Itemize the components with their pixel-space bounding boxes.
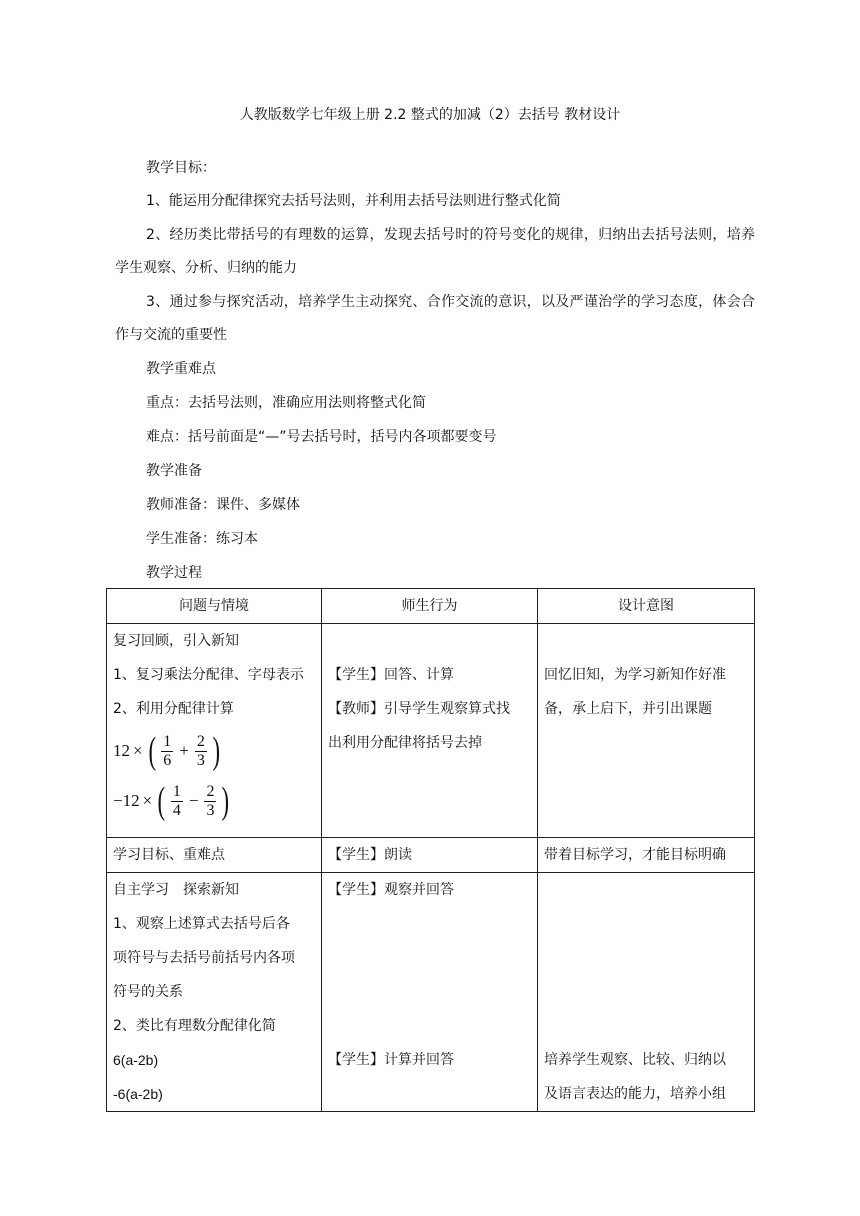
row3-intent-cell [538, 873, 755, 1112]
table-row [107, 838, 755, 873]
student-prep: 学生准备：练习本 [146, 531, 258, 547]
spacer [328, 975, 531, 1009]
process-heading: 教学过程 [146, 565, 202, 581]
math2-b-numerator: 2 [206, 782, 215, 800]
row2-intent-cell: 带着目标学习，才能目标明确 [538, 838, 755, 873]
math1-fraction-a [161, 733, 173, 770]
row1-intent-cell [538, 624, 755, 838]
goal-3: 3、通过参与探究活动，培养学生主动探究、合作交流的意识，以及严谨治学的学习态度，体会合作与交流的重要性 [115, 294, 755, 343]
row3-actions-cell [322, 873, 538, 1112]
row3-action-line: 【学生】计算并回答 [328, 1052, 454, 1068]
spacer [328, 624, 531, 658]
math1-a-numerator: 1 [163, 732, 172, 750]
row3-problem-line: 自主学习 探索新知 [113, 882, 239, 898]
row1-intent-line: 回忆旧知，为学习新知作好准 [544, 667, 726, 683]
difficult-point: 难点：括号前面是“—”号去括号时，括号内各项都要变号 [146, 429, 497, 445]
row1-action-line: 出利用分配律将括号去掉 [328, 735, 482, 751]
goals-heading: 教学目标： [146, 160, 216, 176]
math2-b-denominator: 3 [206, 801, 215, 819]
right-paren-icon: ) [212, 730, 220, 772]
header-problem-situation: 问题与情境 [107, 589, 322, 624]
math2-fraction-b [204, 783, 216, 820]
math2-times: × [142, 791, 153, 810]
row3-intent-line: 培养学生观察、比较、归纳以 [544, 1052, 726, 1068]
math-expression-1 [113, 726, 315, 776]
spacer [544, 624, 748, 658]
row2-problem-cell: 学习目标、重难点 [107, 838, 322, 873]
table-row [107, 624, 755, 838]
goal-2: 2、经历类比带括号的有理数的运算，发现去括号时的符号变化的规律，归纳出去括号法则，培养学生观察、分析、归纳的能力 [115, 227, 755, 276]
row2-actions-cell: 【学生】朗读 [322, 838, 538, 873]
math1-b-denominator: 3 [196, 751, 205, 769]
math1-a-denominator: 6 [163, 751, 172, 769]
spacer [544, 1009, 748, 1043]
row1-problem-line: 1、复习乘法分配律、字母表示 [113, 667, 304, 683]
right-paren-icon: ) [221, 780, 230, 822]
left-paren-icon: ( [148, 730, 156, 772]
math1-coefficient: 12 [113, 741, 130, 760]
spacer [328, 1009, 531, 1043]
row3-action-line: 【学生】观察并回答 [328, 882, 454, 898]
row1-actions-cell [322, 624, 538, 838]
spacer [544, 907, 748, 941]
spacer [544, 941, 748, 975]
header-design-intent: 设计意图 [538, 589, 755, 624]
math2-operator: − [188, 791, 199, 810]
spacer [544, 873, 748, 907]
goal-1: 1、能运用分配律探究去括号法则，并利用去括号法则进行整式化简 [146, 193, 561, 209]
row1-action-line: 【教师】引导学生观察算式找 [328, 701, 510, 717]
left-paren-icon: ( [157, 780, 166, 822]
row3-problem-line: 项符号与去括号前括号内各项 [113, 950, 295, 966]
row3-problem-line: 符号的关系 [113, 984, 183, 1000]
table-header-row [107, 589, 755, 624]
teacher-prep: 教师准备：课件、多媒体 [146, 497, 300, 513]
key-point: 重点：去括号法则，准确应用法则将整式化简 [146, 395, 426, 411]
row3-problem-line: 2、类比有理数分配律化简 [113, 1018, 276, 1034]
row1-problem-line: 2、利用分配律计算 [113, 701, 234, 717]
spacer [328, 907, 531, 941]
header-teacher-student-actions: 师生行为 [322, 589, 538, 624]
row1-problem-cell [107, 624, 322, 838]
math1-times: × [133, 741, 143, 760]
math-expression-2 [113, 776, 315, 826]
teaching-process-table [106, 588, 755, 1112]
math2-a-numerator: 1 [172, 782, 181, 800]
spacer [328, 941, 531, 975]
row1-action-line: 【学生】回答、计算 [328, 667, 454, 683]
row3-expression: -6(a-2b) [113, 1086, 163, 1102]
math2-coefficient: −12 [113, 791, 140, 810]
table-row [107, 873, 755, 1112]
math2-a-denominator: 4 [172, 801, 181, 819]
math1-b-numerator: 2 [196, 732, 205, 750]
math1-fraction-b [195, 733, 207, 770]
row1-intent-line: 备，承上启下，并引出课题 [544, 701, 712, 717]
document-title: 人教版数学七年级上册 2.2 整式的加减（2）去括号 教材设计 [239, 107, 621, 123]
spacer [544, 975, 748, 1009]
row3-problem-cell [107, 873, 322, 1112]
math1-operator: + [179, 741, 189, 760]
row3-expression: 6(a-2b) [113, 1052, 159, 1068]
row3-problem-line: 1、观察上述算式去括号后各 [113, 916, 290, 932]
row1-problem-line: 复习回顾，引入新知 [113, 633, 239, 649]
prep-heading: 教学准备 [146, 463, 202, 479]
row3-intent-line: 及语言表达的能力，培养小组 [544, 1086, 726, 1102]
math2-fraction-a [171, 783, 183, 820]
key-heading: 教学重难点 [146, 361, 216, 377]
